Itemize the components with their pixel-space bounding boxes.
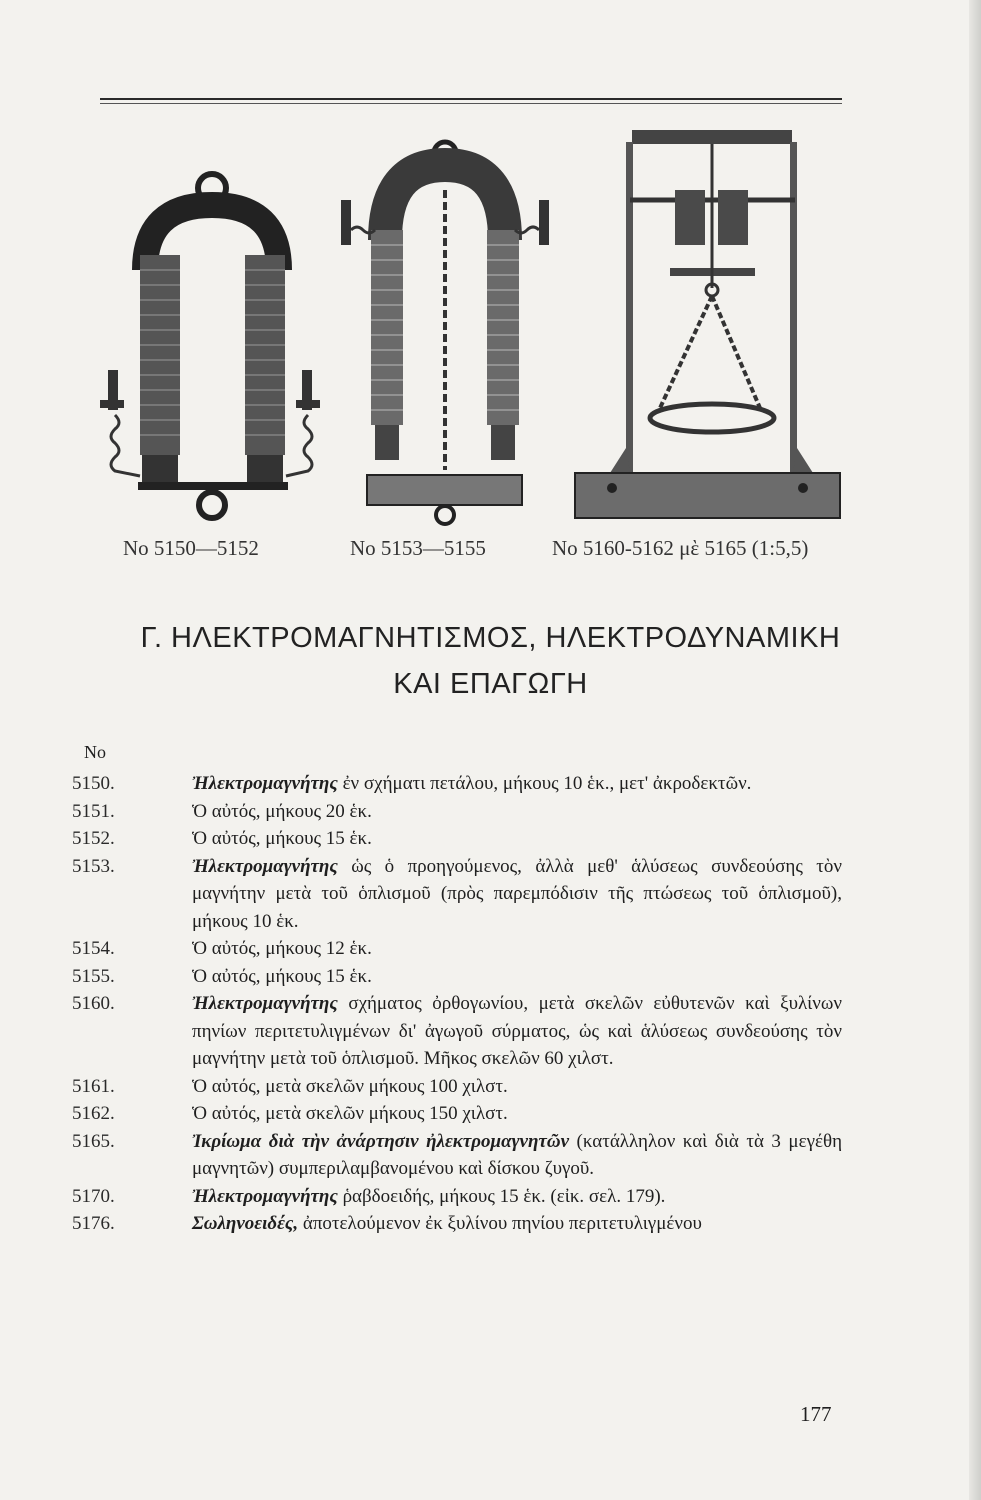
entry-title: Ἰκρίωμα διὰ τὴν ἀνάρτησιν ἠλεκτρομαγνητῶν [192,1130,570,1152]
entry-5176 [72,1210,842,1238]
entry-number: 5165. [72,1130,115,1152]
entry-title: Ἠλεκτρομαγνήτης [192,1185,338,1207]
entry-title: Σωληνοειδές, [192,1213,299,1234]
entry-text: Ὁ αὐτός, μήκους 15 ἑκ. [192,828,372,849]
entry-text: ἀποτελούμενον ἐκ ξυλίνου πηνίου περιτετυλιγμένου [298,1213,702,1234]
entry-text: ἐν σχήματι πετάλου, μήκους 10 ἑκ., μετ' ἀκροδεκτῶν. [337,773,752,794]
entry-number: 5152. [72,828,115,849]
top-rule [100,98,842,100]
entry-number: 5153. [72,855,115,877]
chained-electromagnet-illustration [335,135,565,530]
entry-number: 5151. [72,800,115,822]
entry-5155 [72,963,842,991]
entry-5170 [72,1183,842,1211]
number-column-label: No [84,742,106,762]
entry-text: Ὁ αὐτός, μετὰ σκελῶν μήκους 150 χιλστ. [192,1103,508,1124]
entry-text: (κατάλληλον καὶ διὰ τὰ 3 μεγέθη μαγνητῶν) συμπεριλαμβανομένου καὶ δίσκου ζυγοῦ. [192,1130,843,1179]
catalog-entries [72,770,842,1238]
entry-5150 [72,770,842,798]
entry-text: Ὁ αὐτός, μετὰ σκελῶν μήκους 100 χιλστ. [192,1075,508,1097]
page-number: 177 [800,1402,832,1426]
entry-number: 5162. [72,1103,115,1124]
entry-number: 5161. [72,1075,115,1097]
entry-text: Ὁ αὐτός, μήκους 15 ἑκ. [192,965,372,987]
top-rule-thin [100,103,842,104]
entry-5151 [72,798,842,826]
electromagnet-stand-illustration [570,128,845,533]
page-edge [969,0,981,1500]
entry-number: 5160. [72,993,115,1014]
entry-title: Ἠλεκτρομαγνήτης [192,855,338,877]
entry-5153 [72,853,842,936]
entry-5161 [72,1073,842,1101]
entry-number: 5155. [72,965,115,987]
entry-text: Ὁ αὐτός, μήκους 12 ἑκ. [192,938,372,959]
section-heading-line-2: ΚΑΙ ΕΠΑΓΩΓΗ [393,668,588,700]
entry-text: ῥαβδοειδής, μήκους 15 ἑκ. (εἰκ. σελ. 179). [337,1185,666,1207]
entry-number: 5170. [72,1185,115,1207]
entry-title: Ἠλεκτρομαγνήτης [192,773,338,794]
caption-fig-3: No 5160-5162 μὲ 5165 (1:5,5) [552,536,809,560]
caption-fig-2: No 5153—5155 [350,536,486,560]
section-heading-line-1: Γ. ΗΛΕΚΤΡΟΜΑΓΝΗΤΙΣΜΟΣ, ΗΛΕΚΤΡΟΔΥΝΑΜΙΚΗ [140,622,841,654]
entry-5162 [72,1100,842,1128]
entry-5160 [72,990,842,1073]
entry-number: 5176. [72,1213,115,1234]
entry-5154 [72,935,842,963]
entry-text: σχήματος ὀρθογωνίου, μετὰ σκελῶν εὐθυτενῶν καὶ ξυλίνων πηνίων περιτετυλιγμένων δι' ἀγωγοῦ σύρματος, ὡς καὶ ἁλύσεως συνδεούσης τὸν μαγνήτην μετὰ τοῦ ὁπλισμοῦ. Μῆκος σκελῶν 60 χιλστ. [192,993,842,1069]
entry-5152 [72,825,842,853]
horseshoe-electromagnet-illustration [90,160,340,530]
entry-number: 5154. [72,938,115,959]
entry-text: ὡς ὁ προηγούμενος, ἀλλὰ μεθ' ἁλύσεως συνδεούσης τὸν μαγνήτην μετὰ τοῦ ὁπλισμοῦ (πρὸς παρεμπόδισιν τῆς πτώσεως τοῦ ὁπλισμοῦ), μήκους 10 ἑκ. [192,855,842,932]
entry-text: Ὁ αὐτός, μήκους 20 ἑκ. [192,800,372,822]
entry-5165 [72,1128,842,1183]
entry-title: Ἠλεκτρομαγνήτης [192,993,338,1014]
caption-fig-1: No 5150—5152 [123,536,259,560]
entry-number: 5150. [72,773,115,794]
